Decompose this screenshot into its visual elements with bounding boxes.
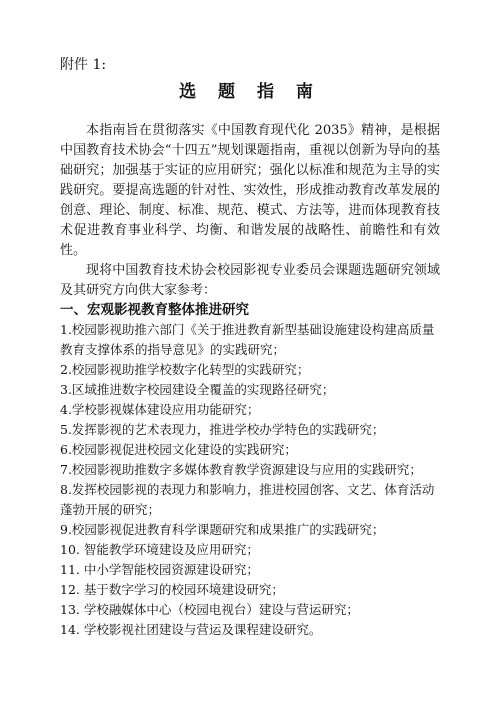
attachment-label: 附件 1: [60, 57, 107, 73]
topic-item: 10. 智能教学环境建设及应用研究； [60, 542, 259, 557]
intro-paragraph: 现将中国教育技术协会校园影视专业委员会课题选题研究领域及其研究方向供大家参考： [60, 263, 440, 298]
topic-item: 6.校园影视促进校园文化建设的实践研究； [60, 442, 297, 457]
topic-item: 4.学校影视媒体建设应用功能研究； [60, 402, 260, 417]
topic-item: 14. 学校影视社团建设与营运及课程建设研究。 [60, 622, 322, 637]
topic-item: 7.校园影视助推数字多媒体教育教学资源建设与应用的实践研究； [60, 462, 422, 477]
topic-item: 5.发挥影视的艺术表现力，推进学校办学特色的实践研究； [60, 422, 385, 437]
topic-item: 1.校园影视助推六部门《关于推进教育新型基础设施建设构建高质量教育支撑体系的指导意见》的实践研究； [60, 322, 435, 357]
topic-item: 12. 基于数字学习的校园环境建设研究； [60, 582, 284, 597]
intro-paragraph: 本指南旨在贯彻落实《中国教育现代化 2035》精神，是根据中国教育技术协会“十四五”规划课题指南，重视以创新为导向的基础研究；加强基于实证的应用研究；强化以标准和规范为主导的实践研究。要提高选题的针对性、实效性，形成推动教育改革发展的创意、理论、制度、标准、规范、模式、方法等，进而体现教育技术促进教育事业科学、均衡、和谐发展的战略性、前瞻性和有效性。 [60, 123, 440, 258]
topic-item: 11. 中小学智能校园资源建设研究； [60, 562, 259, 577]
section-heading: 一、宏观影视教育整体推进研究 [60, 302, 249, 318]
topic-item: 3.区域推进数字校园建设全覆盖的实现路径研究； [60, 382, 335, 397]
topic-item: 9.校园影视促进教育科学课题研究和成果推广的实践研究； [60, 522, 385, 537]
topic-item: 13. 学校融媒体中心（校园电视台）建设与营运研究； [60, 602, 359, 617]
document-title: 选 题 指 南 [179, 82, 321, 102]
intro-section [60, 121, 440, 301]
topic-item: 2.校园影视助推学校数字化转型的实践研究； [60, 362, 310, 377]
topic-list [60, 320, 440, 640]
topic-item: 8.发挥校园影视的表现力和影响力，推进校园创客、文艺、体育活动蓬勃开展的研究； [60, 482, 435, 517]
section-macro-research [60, 300, 440, 640]
